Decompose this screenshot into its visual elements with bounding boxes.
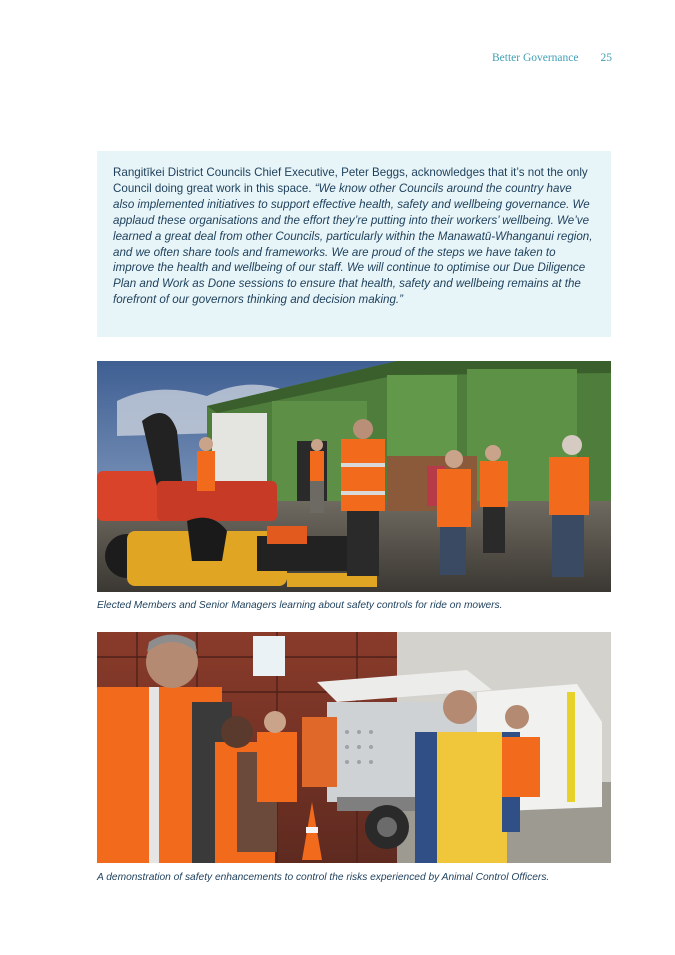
page-header bbox=[492, 52, 612, 64]
photo-caption-mowers: Elected Members and Senior Managers learning about safety controls for ride on mowers. bbox=[97, 600, 503, 611]
photo-caption-animal-control: A demonstration of safety enhancements to control the risks experienced by Animal Control Officers. bbox=[97, 872, 550, 883]
page-number: 25 bbox=[600, 52, 612, 64]
section-title: Better Governance bbox=[491, 52, 579, 64]
quote-box bbox=[97, 151, 611, 337]
quote-paragraph bbox=[113, 165, 595, 308]
quote-statement: “We know other Councils around the country have also implemented initiatives to support effective health, safety and wellbeing governance. We applaud these organisations and the effort they’re putting into their workers’ wellbeing. We’ve learned a great deal from other Councils, particularly within the Manawatū-Whanganui region, and we often share tools and frameworks. We are proud of the steps we have taken to improve the health and wellbeing of our staff. We will continue to optimise our Due Diligence Plan and Work as Done sessions to ensure that health, safety and wellbeing remains at the forefront of our governors thinking and decision making.” bbox=[113, 181, 593, 307]
mower-safety-photo bbox=[97, 361, 611, 592]
quote-intro: Rangitīkei District Councils Chief Executive, Peter Beggs, acknowledges that it’s not the only Council doing great work in this space. bbox=[113, 166, 588, 195]
animal-control-photo bbox=[97, 632, 611, 863]
